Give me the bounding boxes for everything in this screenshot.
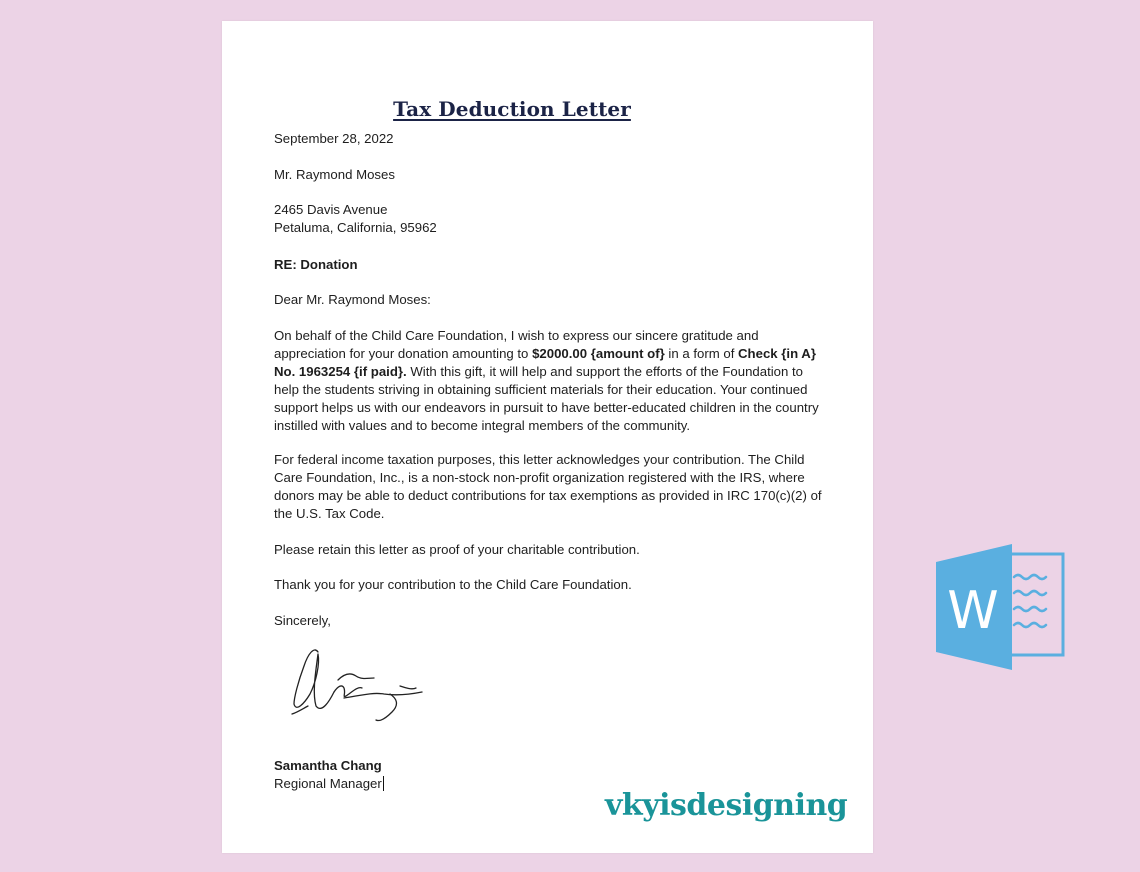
word-logo-letter: W — [947, 581, 999, 641]
body-paragraph-2: For federal income taxation purposes, this letter acknowledges your contribution. The Child Care Foundation, Inc., is a non-stock non-profit organization registered with the IRS, where donors may be able to deduct contributions for tax exemptions as provided in IRC 170(c)(2) of the U.S. Tax Code. — [274, 452, 822, 521]
body1-part3: With this gift, it will help and support the efforts of the Foundation to help the students striving in obtaining sufficient materials for their education. Your continued support helps us with our endeavors in pursuit to have better-educated children in the country instilled with values and to become integral members of the community. — [274, 364, 819, 433]
letter-page — [222, 21, 873, 853]
letter-date: September 28, 2022 — [274, 131, 394, 146]
microsoft-word-icon — [934, 543, 1066, 671]
address-line-1: 2465 Davis Avenue — [274, 202, 388, 217]
body-paragraph-1 — [274, 327, 830, 435]
letter-title-text: Tax Deduction Letter — [393, 97, 631, 121]
watermark-text: vkyisdesigning — [605, 788, 848, 823]
body1-part2: in a form of — [664, 346, 739, 361]
recipient-name: Mr. Raymond Moses — [274, 167, 395, 182]
handwritten-signature — [288, 642, 438, 724]
check-number: Check {in A} No. 1963254 {if paid}. — [274, 346, 816, 379]
subject-line: RE: Donation — [274, 257, 358, 272]
salutation: Dear Mr. Raymond Moses: — [274, 292, 431, 307]
signer-name: Samantha Chang — [274, 758, 382, 773]
body-paragraph-4: Thank you for your contribution to the Child Care Foundation. — [274, 577, 632, 592]
body-paragraph-3: Please retain this letter as proof of your charitable contribution. — [274, 542, 640, 557]
signer-title: Regional Manager — [274, 776, 382, 791]
text-cursor — [383, 776, 384, 791]
donation-amount: $2000.00 {amount of} — [532, 346, 665, 361]
letter-title — [222, 97, 802, 121]
closing: Sincerely, — [274, 613, 331, 628]
body1-part1: On behalf of the Child Care Foundation, I wish to express our sincere gratitude and appreciation for your donation amounting to — [274, 328, 759, 361]
address-line-2: Petaluma, California, 95962 — [274, 220, 437, 235]
